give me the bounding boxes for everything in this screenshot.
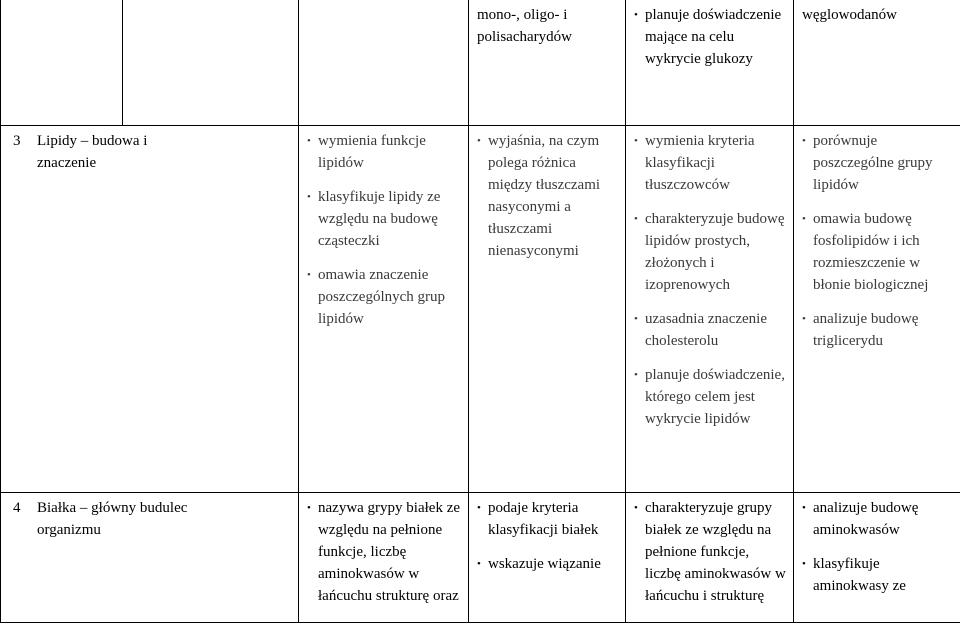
list-item: • wymienia funkcje lipidów <box>307 130 462 174</box>
list-item: • omawia budowę fosfolipidów i ich rozmieszczenie w błonie biologicznej <box>802 208 956 296</box>
bullet-list <box>802 497 956 597</box>
requirements-advanced-cell <box>626 126 794 493</box>
requirements-extended-cell <box>469 493 626 623</box>
topic-text: Lipidy – budowa i znaczenie <box>31 126 183 174</box>
list-item: • uzasadnia znaczenie cholesterolu <box>634 308 787 352</box>
table-row <box>1 126 960 493</box>
list-item: • porównuje poszczególne grupy lipidów <box>802 130 956 196</box>
cell-text: mono-, oligo- i polisacharydów <box>469 0 625 48</box>
table-row <box>1 493 960 623</box>
requirements-excellent-cell <box>794 493 960 623</box>
list-item: • charakteryzuje grupy białek ze względu na pełnione funkcje, liczbę aminokwasów w łańcuchu i strukturę <box>634 497 787 607</box>
bullet-list <box>634 497 787 607</box>
requirements-advanced-cell <box>626 0 794 126</box>
list-item: • planuje doświadczenie, którego celem jest wykrycie lipidów <box>634 364 787 430</box>
row-number-and-topic-cell <box>1 126 299 493</box>
list-item: • planuje doświadczenie mające na celu wykrycie glukozy <box>634 4 787 70</box>
table-row <box>1 0 960 126</box>
bullet-list <box>477 130 619 262</box>
row-number-cell <box>1 0 123 126</box>
row-number-and-topic-cell <box>1 493 299 623</box>
requirements-basic-cell <box>299 493 469 623</box>
row-number: 3 <box>1 126 31 174</box>
list-item: • nazywa grypy białek ze względu na pełnione funkcje, liczbę aminokwasów w łańcuchu strukturę oraz <box>307 497 462 607</box>
requirements-extended-cell <box>469 126 626 493</box>
bullet-list <box>802 130 956 352</box>
bullet-list <box>307 130 462 330</box>
requirements-basic-cell <box>299 126 469 493</box>
list-item: • klasyfikuje lipidy ze względu na budowę cząsteczki <box>307 186 462 252</box>
requirements-extended-cell <box>469 0 626 126</box>
requirements-advanced-cell <box>626 493 794 623</box>
list-item: • charakteryzuje budowę lipidów prostych, złożonych i izoprenowych <box>634 208 787 296</box>
list-item: • wskazuje wiązanie <box>477 553 619 575</box>
list-item: • omawia znaczenie poszczególnych grup lipidów <box>307 264 462 330</box>
bullet-list <box>634 4 787 70</box>
topic-cell <box>123 0 299 126</box>
list-item: • analizuje budowę aminokwasów <box>802 497 956 541</box>
bullet-list <box>477 497 619 575</box>
row-number: 4 <box>1 493 31 541</box>
list-item: • wymienia kryteria klasyfikacji tłuszczowców <box>634 130 787 196</box>
list-item: • analizuje budowę triglicerydu <box>802 308 956 352</box>
list-item: • podaje kryteria klasyfikacji białek <box>477 497 619 541</box>
requirements-basic-cell <box>299 0 469 126</box>
bullet-list <box>307 497 462 607</box>
cell-text: węglowodanów <box>794 0 960 26</box>
list-item: • klasyfikuje aminokwasy ze <box>802 553 956 597</box>
requirements-excellent-cell <box>794 126 960 493</box>
topic-text: Białka – główny budulec organizmu <box>31 493 203 541</box>
list-item: • wyjaśnia, na czym polega różnica między tłuszczami nasyconymi a tłuszczami nienasyconymi <box>477 130 619 262</box>
requirements-excellent-cell <box>794 0 960 126</box>
bullet-list <box>634 130 787 430</box>
